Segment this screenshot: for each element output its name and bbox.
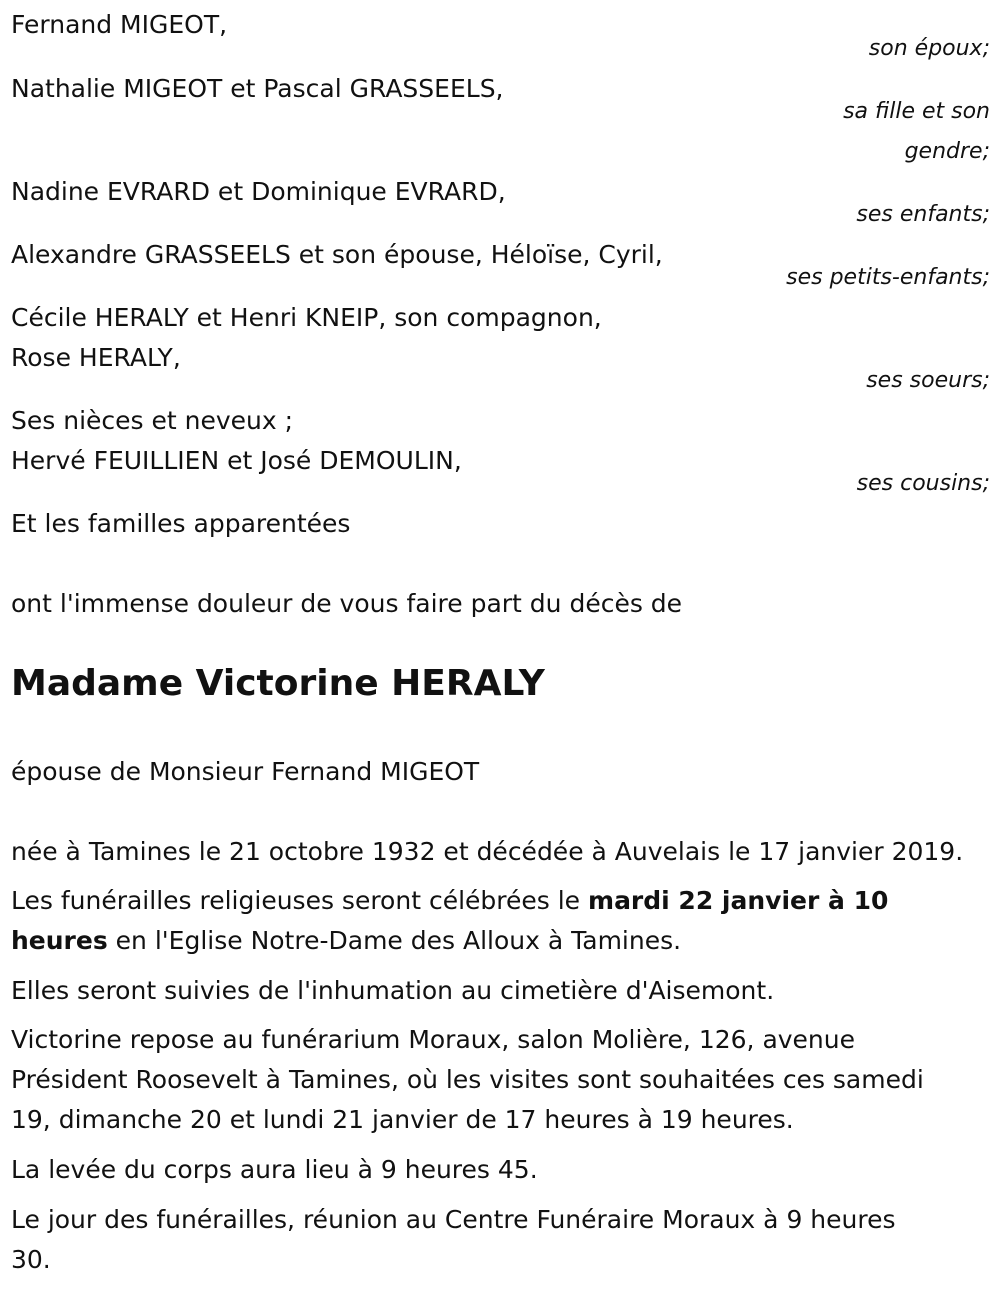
family-line-sisters-a: Cécile HERALY et Henri KNEIP, son compagnon, bbox=[11, 303, 602, 332]
visit-info-line2: Président Roosevelt à Tamines, où les visites sont souhaitées ces samedi bbox=[11, 1065, 924, 1094]
deceased-spouse: épouse de Monsieur Fernand MIGEOT bbox=[11, 757, 480, 786]
family-line-cousins: Hervé FEUILLIEN et José DEMOULIN, bbox=[11, 446, 462, 475]
visit-info-line3: 19, dimanche 20 et lundi 21 janvier de 17 heures à 19 heures. bbox=[11, 1105, 794, 1134]
role-daughter-a: sa fille et son bbox=[843, 99, 990, 124]
funeral-datetime-a: mardi 22 janvier à 10 bbox=[588, 886, 889, 915]
family-line-sisters-b: Rose HERALY, bbox=[11, 343, 181, 372]
role-children: ses enfants; bbox=[856, 202, 990, 227]
role-sisters: ses soeurs; bbox=[866, 368, 990, 393]
role-daughter-b: gendre; bbox=[904, 139, 990, 164]
role-cousins: ses cousins; bbox=[856, 471, 990, 496]
funeral-info bbox=[11, 881, 996, 961]
visit-info-line1: Victorine repose au funérarium Moraux, salon Molière, 126, avenue bbox=[11, 1025, 856, 1054]
funeral-info-pre: Les funérailles religieuses seront célébrées le bbox=[11, 886, 589, 915]
announcement-text: ont l'immense douleur de vous faire part du décès de bbox=[11, 589, 683, 618]
burial-info: Elles seront suivies de l'inhumation au cimetière d'Aisemont. bbox=[11, 976, 775, 1005]
role-spouse: son époux; bbox=[868, 36, 990, 61]
meeting-info-line2: 30. bbox=[11, 1245, 51, 1274]
meeting-info-line1: Le jour des funérailles, réunion au Centre Funéraire Moraux à 9 heures bbox=[11, 1205, 896, 1234]
deceased-dates: née à Tamines le 21 octobre 1932 et décédée à Auvelais le 17 janvier 2019. bbox=[11, 837, 964, 866]
levee-info: La levée du corps aura lieu à 9 heures 45. bbox=[11, 1155, 538, 1184]
funeral-info-post: en l'Eglise Notre-Dame des Alloux à Tamines. bbox=[107, 926, 682, 955]
family-line-children: Nadine EVRARD et Dominique EVRARD, bbox=[11, 177, 506, 206]
family-line-grandchildren: Alexandre GRASSEELS et son épouse, Héloïse, Cyril, bbox=[11, 240, 663, 269]
family-line-related: Et les familles apparentées bbox=[11, 509, 351, 538]
funeral-datetime-b: heures bbox=[11, 926, 108, 955]
family-line-spouse: Fernand MIGEOT, bbox=[11, 10, 228, 39]
family-line-nieces: Ses nièces et neveux ; bbox=[11, 406, 294, 435]
deceased-name: Madame Victorine HERALY bbox=[11, 663, 545, 704]
family-line-daughter: Nathalie MIGEOT et Pascal GRASSEELS, bbox=[11, 74, 504, 103]
role-grandchildren: ses petits-enfants; bbox=[786, 265, 990, 290]
